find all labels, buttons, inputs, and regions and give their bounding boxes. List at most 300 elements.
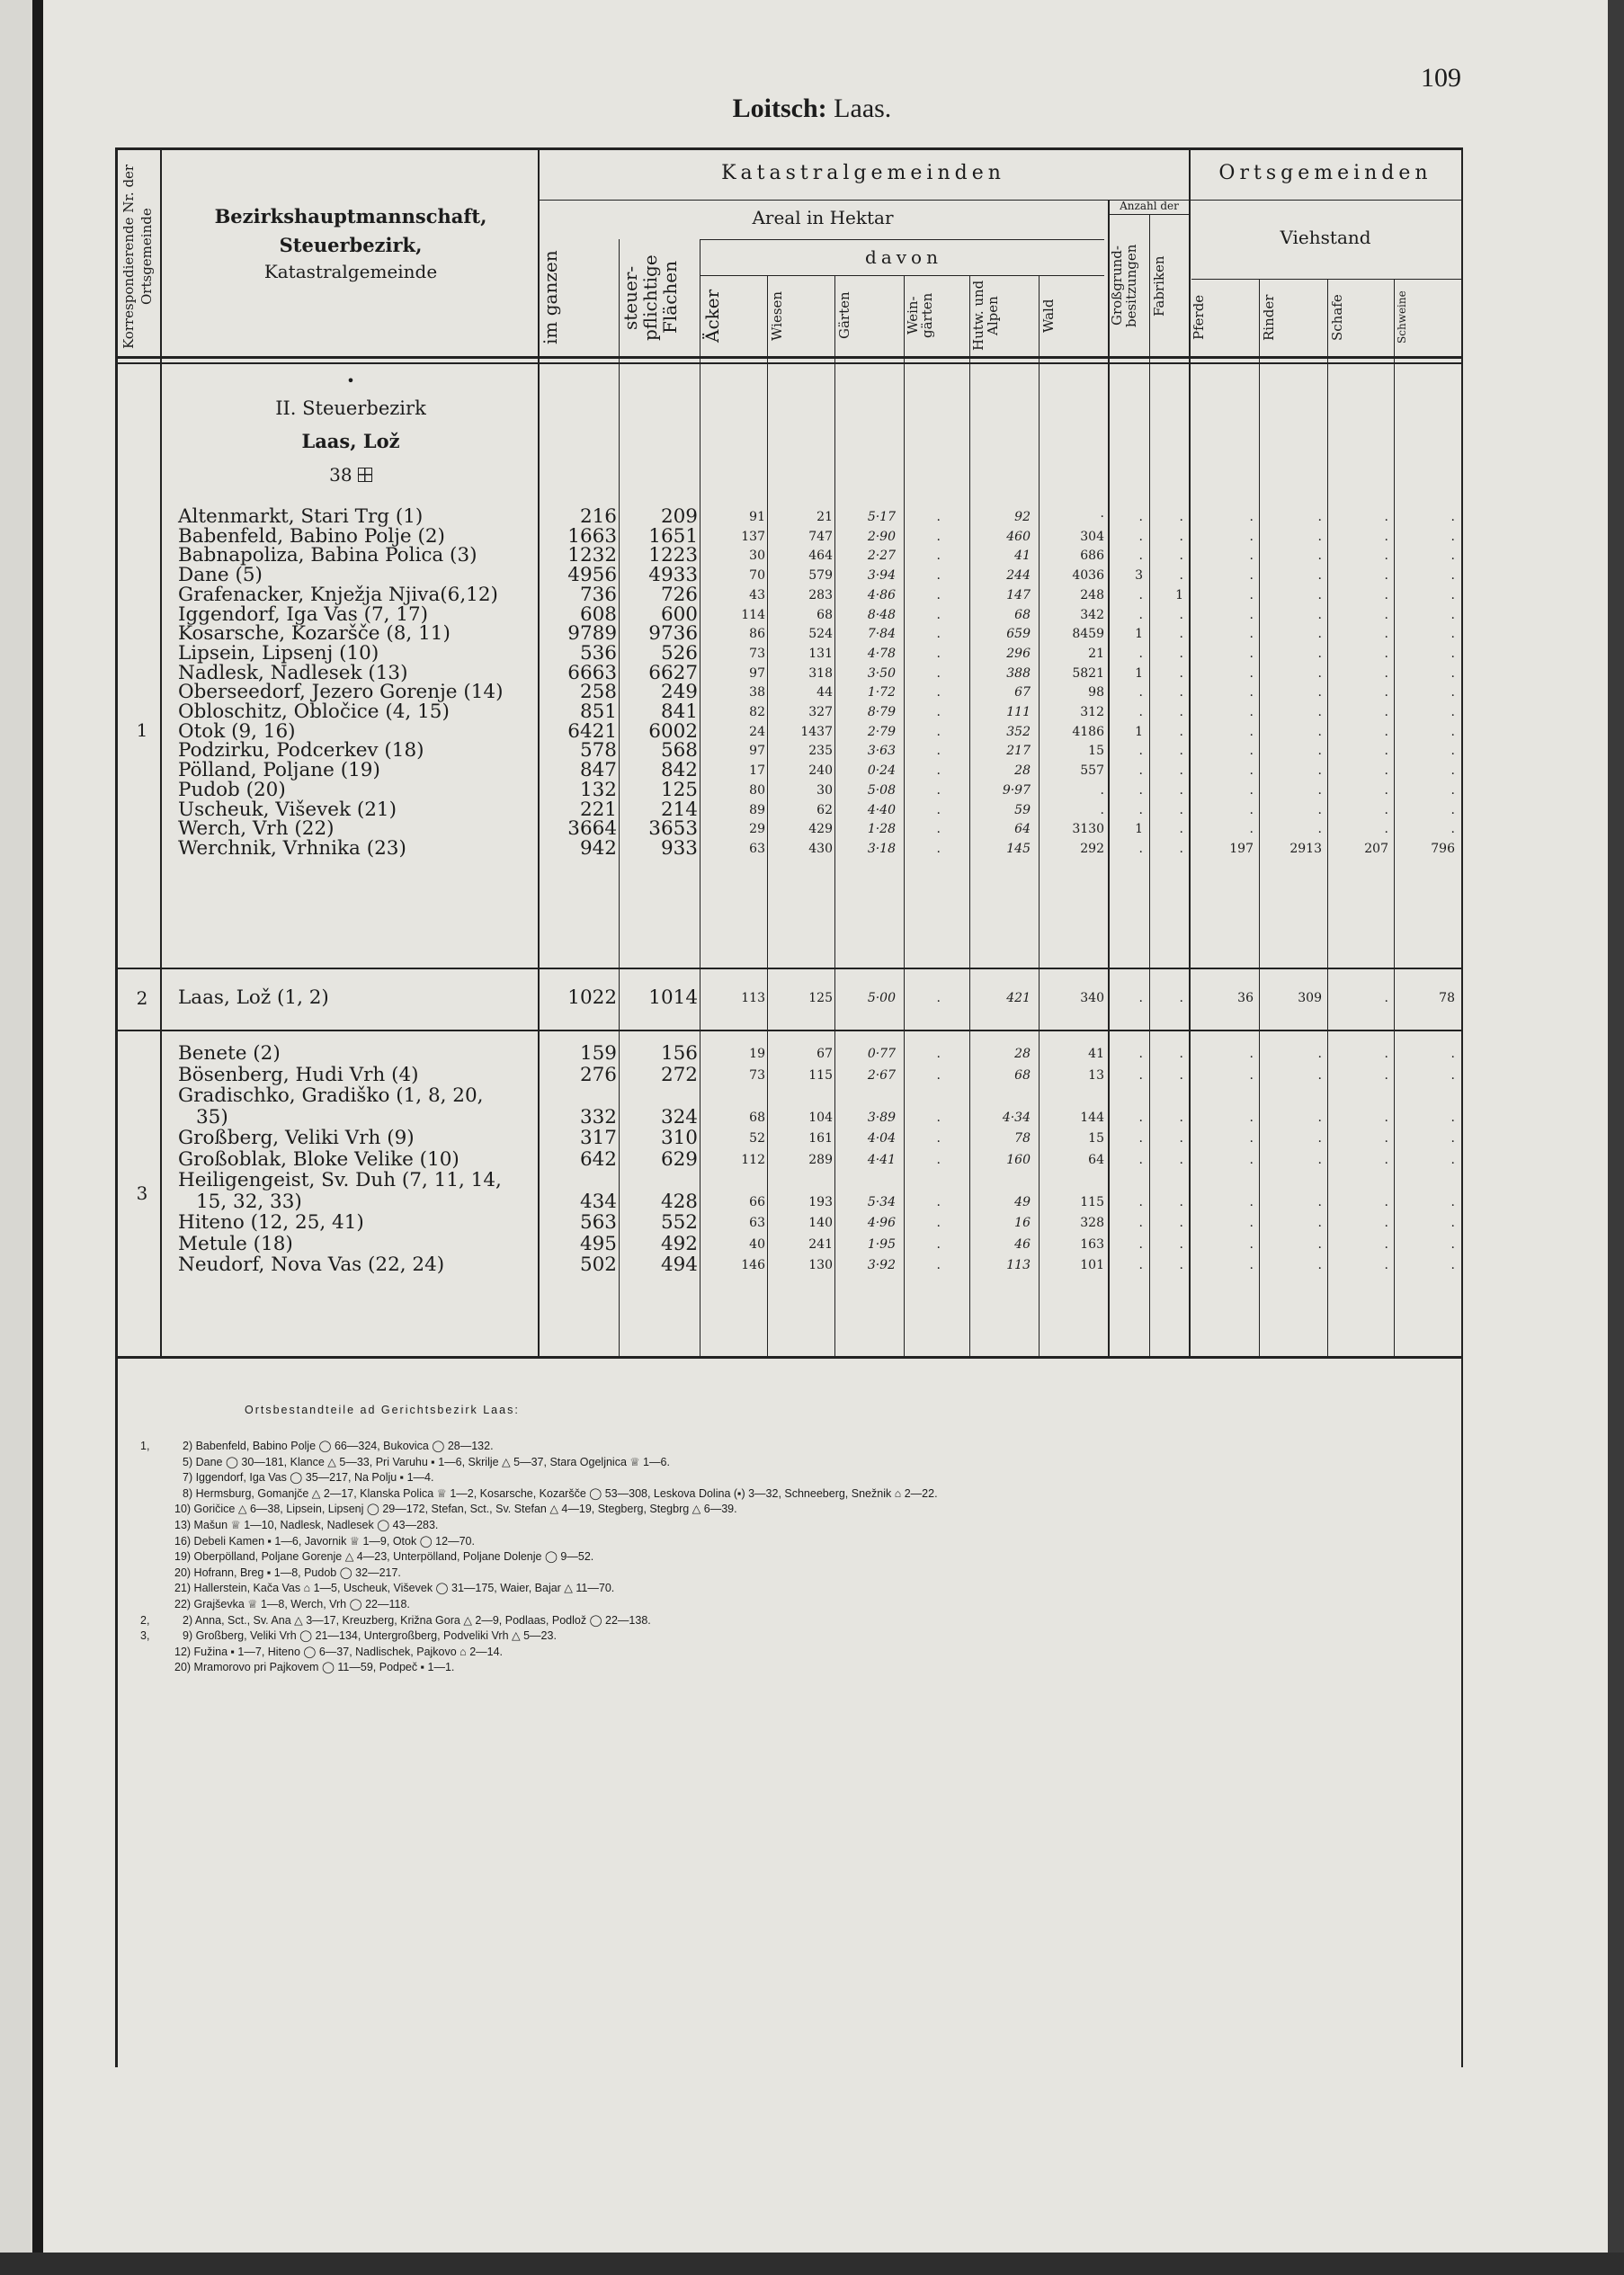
header-wiesen: Wiesen	[769, 290, 785, 341]
cell-schweine: .	[1450, 724, 1455, 739]
cell-ganzen: 1232	[567, 544, 617, 567]
cell-ganzen: 9789	[567, 622, 617, 646]
footnote-text: 8) Hermsburg, Gomanjče △ 2—17, Klanska Polica ♕ 1—2, Kosarsche, Kozaršče ◯ 53—308, Leskova Dolina (▪) 3—32, Schneeberg, Snežnik ⌂ 2—22.	[183, 1486, 938, 1500]
cell-gross: .	[1138, 1152, 1143, 1167]
cell-wald: 312	[1080, 705, 1104, 719]
cell-wald: 64	[1088, 1152, 1104, 1167]
cell-wald: 115	[1080, 1194, 1104, 1209]
cell-wald: 21	[1088, 646, 1104, 661]
header-gaerten: Gärten	[836, 291, 852, 340]
footnote-text: 2) Anna, Sct., Sv. Ana △ 3—17, Kreuzberg, Križna Gora △ 2—9, Podlaas, Podlož ◯ 22—138.	[183, 1613, 651, 1627]
cell-wiesen: 429	[808, 822, 833, 837]
cell-schafe: .	[1384, 991, 1388, 1005]
cell-gaerten: 4·78	[867, 646, 896, 661]
cell-gaerten: 5·08	[867, 782, 896, 798]
cell-wein: .	[936, 991, 941, 1005]
cell-gross: .	[1138, 802, 1143, 817]
cell-wald: 41	[1088, 1047, 1104, 1061]
cell-gaerten: 5·34	[867, 1194, 896, 1209]
cell-pferde: .	[1249, 1131, 1254, 1146]
cell-aecker: 17	[749, 763, 765, 779]
header-areal: Areal in Hektar	[752, 207, 894, 228]
cell-gross: .	[1138, 549, 1143, 564]
row-name: Babenfeld, Babino Polje (2)	[178, 524, 445, 548]
cell-rinder: .	[1317, 705, 1322, 719]
cell-schafe: 207	[1364, 841, 1388, 856]
cell-fabriken: .	[1179, 1258, 1183, 1272]
cell-ganzen: 276	[579, 1063, 617, 1086]
cell-aecker: 68	[749, 1110, 765, 1125]
cell-steuer: 552	[660, 1211, 698, 1234]
cell-fabriken: .	[1179, 1067, 1183, 1083]
cell-ganzen: 317	[579, 1127, 617, 1149]
cell-wein: .	[936, 1258, 941, 1272]
cell-aecker: 38	[749, 685, 765, 700]
cell-fabriken: .	[1179, 510, 1183, 524]
cell-wiesen: 235	[808, 744, 833, 759]
cell-wiesen: 140	[808, 1216, 833, 1230]
cell-pferde: .	[1249, 822, 1254, 837]
cell-steuer: 1014	[648, 986, 698, 1009]
footnote-nr: 1,	[140, 1440, 150, 1452]
header-rule-davon	[700, 239, 1104, 240]
header-rule-vieh	[1191, 279, 1461, 280]
cell-wald: ·	[1100, 510, 1104, 524]
cell-wein: .	[936, 665, 941, 681]
cell-gross: .	[1138, 763, 1143, 779]
cell-pferde: .	[1249, 568, 1254, 584]
cell-wiesen: 115	[808, 1067, 833, 1083]
header-orts: Ortsgemeinden	[1218, 162, 1432, 184]
col-rule-ganzen	[619, 239, 620, 1356]
group-nr: 1	[136, 719, 148, 741]
cell-rinder: .	[1317, 646, 1322, 661]
row-name: Werch, Vrh (22)	[178, 817, 335, 841]
group-nr: 3	[136, 1182, 148, 1204]
cell-hutw: 4·34	[1002, 1110, 1031, 1125]
cell-rinder: .	[1317, 685, 1322, 700]
cell-pferde: 197	[1229, 841, 1254, 856]
cell-wein: .	[936, 607, 941, 622]
cell-aecker: 80	[749, 782, 765, 798]
scan-right-edge	[1608, 0, 1624, 2275]
footnote-text: 5) Dane ◯ 30—181, Klance △ 5—33, Pri Varuhu ▪ 1—6, Skrilje △ 5—37, Stara Ogeljnica ♕ 1—6.	[183, 1455, 670, 1468]
cell-aecker: 91	[749, 510, 765, 524]
cell-rinder: .	[1317, 1236, 1322, 1252]
cell-wein: .	[936, 587, 941, 602]
cell-wald: 340	[1080, 991, 1104, 1005]
cell-hutw: 659	[1006, 627, 1031, 642]
cell-schafe: .	[1384, 587, 1388, 602]
cell-pferde: .	[1249, 1047, 1254, 1061]
cell-fabriken: .	[1179, 1110, 1183, 1125]
cell-gross: .	[1138, 705, 1143, 719]
header-weingaerten: Wein-gärten	[905, 292, 935, 339]
cell-schafe: .	[1384, 646, 1388, 661]
cell-wiesen: 130	[808, 1258, 833, 1272]
cell-gaerten: 4·96	[867, 1216, 896, 1230]
cell-aecker: 97	[749, 744, 765, 759]
header-steuer: steuer-pflichtige Flächen	[620, 254, 681, 341]
cell-ganzen: 4956	[567, 564, 617, 587]
cell-wald: 4186	[1072, 724, 1104, 739]
cell-schafe: .	[1384, 1216, 1388, 1230]
cell-pferde: .	[1249, 782, 1254, 798]
cell-fabriken: .	[1179, 529, 1183, 544]
cell-wald: 248	[1080, 587, 1104, 602]
section-bullet: •	[346, 372, 355, 389]
cell-gaerten: 7·84	[867, 627, 896, 642]
cell-hutw: 217	[1006, 744, 1031, 759]
cell-wiesen: 327	[808, 705, 833, 719]
cell-rinder: .	[1317, 1067, 1322, 1083]
cell-wein: .	[936, 1131, 941, 1146]
row-name: Otok (9, 16)	[178, 719, 296, 743]
cell-schafe: .	[1384, 744, 1388, 759]
footnote-text: 20) Hofrann, Breg ▪ 1—8, Pudob ◯ 32—217.	[174, 1566, 401, 1579]
cell-steuer: 324	[660, 1105, 698, 1129]
cell-aecker: 66	[749, 1194, 765, 1209]
footnote-text: 21) Hallerstein, Kača Vas ⌂ 1—5, Uscheuk, Viševek ◯ 31—175, Waier, Bajar △ 11—70.	[174, 1582, 615, 1595]
cell-hutw: 9·97	[1002, 782, 1031, 798]
header-rule-anzahl	[1108, 214, 1189, 215]
cell-wald: 342	[1080, 607, 1104, 622]
cell-schafe: .	[1384, 1194, 1388, 1209]
cell-ganzen: 536	[579, 641, 617, 665]
row-name: Gradischko, Gradiško (1, 8, 20,	[178, 1084, 484, 1107]
cell-fabriken: .	[1179, 646, 1183, 661]
cell-wald: 328	[1080, 1216, 1104, 1230]
cell-wein: .	[936, 1216, 941, 1230]
cell-schweine: 78	[1439, 991, 1455, 1005]
cell-schafe: .	[1384, 822, 1388, 837]
cell-hutw: 113	[1006, 1258, 1031, 1272]
cell-wein: .	[936, 646, 941, 661]
cell-wiesen: 579	[808, 568, 833, 584]
cell-schafe: .	[1384, 1152, 1388, 1167]
cell-schafe: .	[1384, 1131, 1388, 1146]
row-name: Metule (18)	[178, 1232, 293, 1255]
cell-pferde: .	[1249, 705, 1254, 719]
cell-fabriken: .	[1179, 627, 1183, 642]
cell-schafe: .	[1384, 1110, 1388, 1125]
cell-ganzen: 608	[579, 602, 617, 626]
cell-wald: 144	[1080, 1110, 1104, 1125]
cell-wein: .	[936, 685, 941, 700]
cell-wein: .	[936, 802, 941, 817]
cell-aecker: 89	[749, 802, 765, 817]
cell-schweine: .	[1450, 1047, 1455, 1061]
cell-schweine: .	[1450, 1236, 1455, 1252]
cell-steuer: 3653	[648, 817, 698, 841]
cell-schafe: .	[1384, 802, 1388, 817]
cell-gross: .	[1138, 782, 1143, 798]
cell-fabriken: .	[1179, 1194, 1183, 1209]
page-title	[0, 94, 1624, 124]
header-viehstand: Viehstand	[1280, 227, 1371, 248]
cell-aecker: 29	[749, 822, 765, 837]
cell-wiesen: 62	[816, 802, 833, 817]
cell-ganzen: 258	[579, 681, 617, 704]
cell-schweine: .	[1450, 587, 1455, 602]
cell-aecker: 82	[749, 705, 765, 719]
cell-ganzen: 495	[579, 1232, 617, 1255]
cell-gross: .	[1138, 1110, 1143, 1125]
cell-gaerten: 0·77	[867, 1047, 896, 1061]
cell-gross: .	[1138, 1236, 1143, 1252]
cell-rinder: 309	[1298, 991, 1322, 1005]
cell-pferde: .	[1249, 1216, 1254, 1230]
footnote-text: 16) Debeli Kamen ▪ 1—6, Javornik ♕ 1—9, Otok ◯ 12—70.	[174, 1534, 475, 1548]
cell-wein: .	[936, 724, 941, 739]
cell-steuer: 1223	[648, 544, 698, 567]
cell-pferde: .	[1249, 646, 1254, 661]
cell-wald: 557	[1080, 763, 1104, 779]
cell-hutw: 388	[1006, 665, 1031, 681]
cell-schafe: .	[1384, 627, 1388, 642]
header-nr-col: Korrespondierende Nr. der Ortsgemeinde	[120, 164, 155, 349]
cell-hutw: 68	[1014, 1067, 1031, 1083]
header-rule-1	[538, 200, 1461, 201]
cell-ganzen: 159	[579, 1042, 617, 1065]
cell-aecker: 114	[741, 607, 765, 622]
cell-ganzen: 502	[579, 1253, 617, 1276]
cell-schweine: .	[1450, 1110, 1455, 1125]
cell-steuer: 4933	[648, 564, 698, 587]
cell-schafe: .	[1384, 549, 1388, 564]
cell-aecker: 43	[749, 587, 765, 602]
cell-pferde: .	[1249, 802, 1254, 817]
cell-hutw: 460	[1006, 529, 1031, 544]
cell-pferde: .	[1249, 744, 1254, 759]
cell-gaerten: 4·04	[867, 1131, 896, 1146]
cell-fabriken: .	[1179, 744, 1183, 759]
cell-schweine: .	[1450, 1194, 1455, 1209]
cell-schweine: .	[1450, 627, 1455, 642]
cell-steuer: 272	[660, 1063, 698, 1086]
cell-schweine: .	[1450, 529, 1455, 544]
cell-ganzen: 642	[579, 1147, 617, 1171]
cell-schweine: .	[1450, 802, 1455, 817]
cell-steuer: 568	[660, 739, 698, 763]
cell-gaerten: 2·79	[867, 724, 896, 739]
cell-pferde: .	[1249, 1110, 1254, 1125]
cell-gross: .	[1138, 607, 1143, 622]
cell-steuer: 526	[660, 641, 698, 665]
cell-rinder: .	[1317, 568, 1322, 584]
cell-gaerten: 2·90	[867, 529, 896, 544]
footnote-nr: 2,	[140, 1613, 150, 1627]
cell-aecker: 52	[749, 1131, 765, 1146]
cell-gross: .	[1138, 991, 1143, 1005]
cell-wald: 163	[1080, 1236, 1104, 1252]
cell-schweine: .	[1450, 510, 1455, 524]
cell-hutw: 68	[1014, 607, 1031, 622]
cell-pferde: .	[1249, 549, 1254, 564]
cell-rinder: .	[1317, 1131, 1322, 1146]
cell-fabriken: .	[1179, 822, 1183, 837]
table-top-rule	[115, 147, 1461, 150]
cell-fabriken: .	[1179, 607, 1183, 622]
cell-gross: .	[1138, 646, 1143, 661]
cell-rinder: .	[1317, 1258, 1322, 1272]
row-name: Neudorf, Nova Vas (22, 24)	[178, 1253, 445, 1276]
header-rinder: Rinder	[1261, 294, 1277, 341]
cell-gross: .	[1138, 587, 1143, 602]
cell-hutw: 64	[1014, 822, 1031, 837]
cell-schafe: .	[1384, 1236, 1388, 1252]
footnotes-title: Ortsbestandteile ad Gerichtsbezirk Laas:	[245, 1404, 520, 1416]
cell-ganzen: 563	[579, 1211, 617, 1234]
cell-steuer: 1651	[648, 524, 698, 548]
cell-steuer: 6002	[648, 719, 698, 743]
cell-fabriken: .	[1179, 1131, 1183, 1146]
cell-rinder: .	[1317, 724, 1322, 739]
row-name: Babnapoliza, Babina Polica (3)	[178, 544, 477, 567]
cell-wald: 292	[1080, 841, 1104, 856]
cell-wald: 686	[1080, 549, 1104, 564]
cell-aecker: 40	[749, 1236, 765, 1252]
cell-wein: .	[936, 510, 941, 524]
cell-gross: .	[1138, 510, 1143, 524]
cell-gaerten: 3·92	[867, 1258, 896, 1272]
cell-gross: .	[1138, 744, 1143, 759]
footnote-text: 20) Mramorovo pri Pajkovem ◯ 11—59, Podpeč ▪ 1—1.	[174, 1661, 455, 1674]
cell-fabriken: .	[1179, 991, 1183, 1005]
cell-wiesen: 430	[808, 841, 833, 856]
footnote-text: 2) Babenfeld, Babino Polje ◯ 66—324, Bukovica ◯ 28—132.	[183, 1440, 494, 1452]
header-davon: davon	[865, 246, 942, 268]
cell-pferde: .	[1249, 510, 1254, 524]
cell-steuer: 842	[660, 759, 698, 782]
row-name: Dane (5)	[178, 564, 263, 587]
header-schweine: Schweine	[1396, 290, 1408, 344]
cell-hutw: 92	[1014, 510, 1031, 524]
table-right-rule	[1461, 147, 1463, 2067]
cell-pferde: .	[1249, 1194, 1254, 1209]
cell-wiesen: 161	[808, 1131, 833, 1146]
cell-gaerten: 4·41	[867, 1152, 896, 1167]
cell-rinder: .	[1317, 802, 1322, 817]
cell-wald: 13	[1088, 1067, 1104, 1083]
cell-schweine: .	[1450, 665, 1455, 681]
cell-wein: .	[936, 1047, 941, 1061]
cell-hutw: 46	[1014, 1236, 1031, 1252]
cell-gross: .	[1138, 685, 1143, 700]
cell-gross: 1	[1135, 665, 1143, 681]
row-name: Lipsein, Lipsenj (10)	[178, 641, 379, 665]
cell-fabriken: .	[1179, 568, 1183, 584]
cell-fabriken: 1	[1175, 587, 1183, 602]
cell-gross: 3	[1135, 568, 1143, 584]
footnote-text: 10) Goričice △ 6—38, Lipsein, Lipsenj ◯ 29—172, Stefan, Sct., Sv. Stefan △ 4—19, Stegberg, Stegbrg △ 6—39.	[174, 1503, 737, 1516]
cell-wiesen: 44	[816, 685, 833, 700]
cell-schafe: .	[1384, 763, 1388, 779]
row-name: Großberg, Veliki Vrh (9)	[178, 1127, 415, 1149]
cell-aecker: 112	[741, 1152, 765, 1167]
cell-steuer: 600	[660, 602, 698, 626]
cell-pferde: .	[1249, 627, 1254, 642]
cell-aecker: 70	[749, 568, 765, 584]
cell-wein: .	[936, 1152, 941, 1167]
cell-wiesen: 524	[808, 627, 833, 642]
row-name: Hiteno (12, 25, 41)	[178, 1211, 364, 1234]
footnote-text: 9) Großberg, Veliki Vrh ◯ 21—134, Untergroßberg, Podveliki Vrh △ 5—23.	[183, 1629, 557, 1643]
cell-schweine: 796	[1431, 841, 1455, 856]
cell-steuer: 492	[660, 1232, 698, 1255]
cell-pferde: .	[1249, 587, 1254, 602]
cell-ganzen: 434	[579, 1190, 617, 1213]
page-title-bold: Loitsch:	[732, 94, 827, 123]
cell-gross: .	[1138, 1047, 1143, 1061]
header-district-line3: Katastralgemeinde	[263, 261, 438, 282]
cell-gaerten: 0·24	[867, 763, 896, 779]
cell-fabriken: .	[1179, 802, 1183, 817]
footnote-text: 13) Mašun ♕ 1—10, Nadlesk, Nadlesek ◯ 43—283.	[174, 1519, 439, 1531]
cell-fabriken: .	[1179, 1047, 1183, 1061]
cell-ganzen: 1663	[567, 524, 617, 548]
cell-fabriken: .	[1179, 782, 1183, 798]
row-name: Altenmarkt, Stari Trg (1)	[178, 505, 424, 528]
cell-steuer: 629	[660, 1147, 698, 1171]
cell-steuer: 156	[660, 1042, 698, 1065]
cell-steuer: 841	[660, 700, 698, 723]
cell-gaerten: 5·17	[867, 510, 896, 524]
cell-schweine: .	[1450, 685, 1455, 700]
cell-ganzen: 332	[579, 1105, 617, 1129]
row-name: Iggendorf, Iga Vas (7, 17)	[178, 602, 429, 626]
cell-fabriken: .	[1179, 1152, 1183, 1167]
cell-schweine: .	[1450, 646, 1455, 661]
cell-rinder: .	[1317, 549, 1322, 564]
cell-gross: 1	[1135, 724, 1143, 739]
cell-aecker: 137	[741, 529, 765, 544]
header-anzahl: Anzahl der	[1120, 200, 1179, 212]
table-left-rule	[115, 147, 118, 2067]
cell-hutw: 244	[1006, 568, 1031, 584]
row-name: Pudob (20)	[178, 778, 286, 801]
cell-pferde: .	[1249, 685, 1254, 700]
cell-schafe: .	[1384, 685, 1388, 700]
cell-schafe: .	[1384, 724, 1388, 739]
cell-hutw: 41	[1014, 549, 1031, 564]
row-name: Pölland, Poljane (19)	[178, 759, 380, 782]
cell-hutw: 160	[1006, 1152, 1031, 1167]
cell-hutw: 49	[1014, 1194, 1031, 1209]
cell-wiesen: 1437	[800, 724, 833, 739]
footnote-nr: 3,	[140, 1629, 150, 1643]
cell-gaerten: 4·86	[867, 587, 896, 602]
cell-pferde: .	[1249, 724, 1254, 739]
cell-aecker: 113	[741, 991, 765, 1005]
row-name: Benete (2)	[178, 1042, 281, 1065]
cell-wein: .	[936, 822, 941, 837]
row-name: Obloschitz, Obločice (4, 15)	[178, 700, 450, 723]
cell-hutw: 145	[1006, 841, 1031, 856]
page-number: 109	[1421, 63, 1461, 93]
cell-hutw: 296	[1006, 646, 1031, 661]
cell-gaerten: 3·89	[867, 1110, 896, 1125]
row-name: Laas, Lož (1, 2)	[178, 986, 329, 1009]
cell-wiesen: 283	[808, 587, 833, 602]
cell-steuer: 428	[660, 1190, 698, 1213]
row-name: Werchnik, Vrhnika (23)	[178, 836, 406, 860]
cell-pferde: .	[1249, 1067, 1254, 1083]
cell-schafe: .	[1384, 1258, 1388, 1272]
cell-ganzen: 942	[579, 836, 617, 860]
cell-schafe: .	[1384, 607, 1388, 622]
cell-schweine: .	[1450, 549, 1455, 564]
